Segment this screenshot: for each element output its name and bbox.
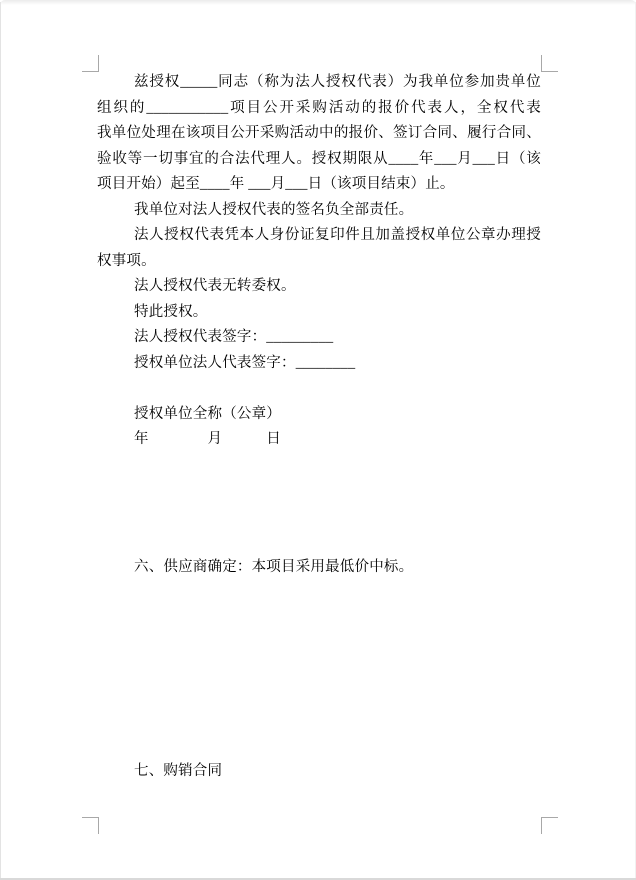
- crop-mark-bottom-right: [541, 817, 558, 834]
- text-line: 年 月 日: [134, 431, 281, 447]
- blank-line: [97, 682, 541, 708]
- text-line: 组织的___________项目公开采购活动的报价代表人，全权代表: [97, 99, 541, 116]
- text-line: 授权单位全称（公章）: [134, 405, 281, 422]
- page-edge-top: [0, 0, 636, 5]
- blank-line: [97, 453, 541, 479]
- blank-line: [97, 478, 541, 504]
- page-edge-left: [0, 2, 1, 880]
- text-line: 法人授权代表签字：_________: [134, 329, 334, 345]
- text-line: 法人授权代表无转委权。: [134, 278, 296, 294]
- text-line: 验收等一切事宜的合法代理人。授权期限从____年___月___日（该: [97, 150, 541, 167]
- text-line: 特此授权。: [134, 303, 208, 320]
- blank-line: [97, 580, 541, 606]
- crop-mark-bottom-left: [82, 817, 99, 834]
- text-line: 我单位处理在该项目公开采购活动中的报价、签订合同、履行合同、: [97, 125, 541, 141]
- blank-line: [97, 606, 541, 632]
- blank-line: [97, 529, 541, 555]
- blank-line: [97, 504, 541, 530]
- text-line: 权事项。: [97, 252, 156, 269]
- text-line: 兹授权_____同志（称为法人授权代表）为我单位参加贵单位: [134, 74, 541, 90]
- blank-line: [97, 657, 541, 683]
- document-body: [97, 70, 541, 818]
- text-line: 六、供应商确定：本项目采用最低价中标。: [134, 558, 414, 575]
- blank-line: [97, 733, 541, 759]
- text-line: 七、购销合同: [134, 762, 223, 779]
- text-line: 我单位对法人授权代表的签名负全部责任。: [134, 201, 414, 218]
- text-line: 法人授权代表凭本人身份证复印件且加盖授权单位公章办理授: [134, 227, 541, 243]
- crop-mark-top-right: [541, 55, 558, 72]
- text-line: 授权单位法人代表签字：________: [134, 354, 356, 371]
- text-line: 项目开始）起至____年 ___月___日（该项目结束）止。: [97, 176, 455, 192]
- blank-line: [97, 376, 541, 402]
- blank-line: [97, 631, 541, 657]
- blank-line: [97, 708, 541, 734]
